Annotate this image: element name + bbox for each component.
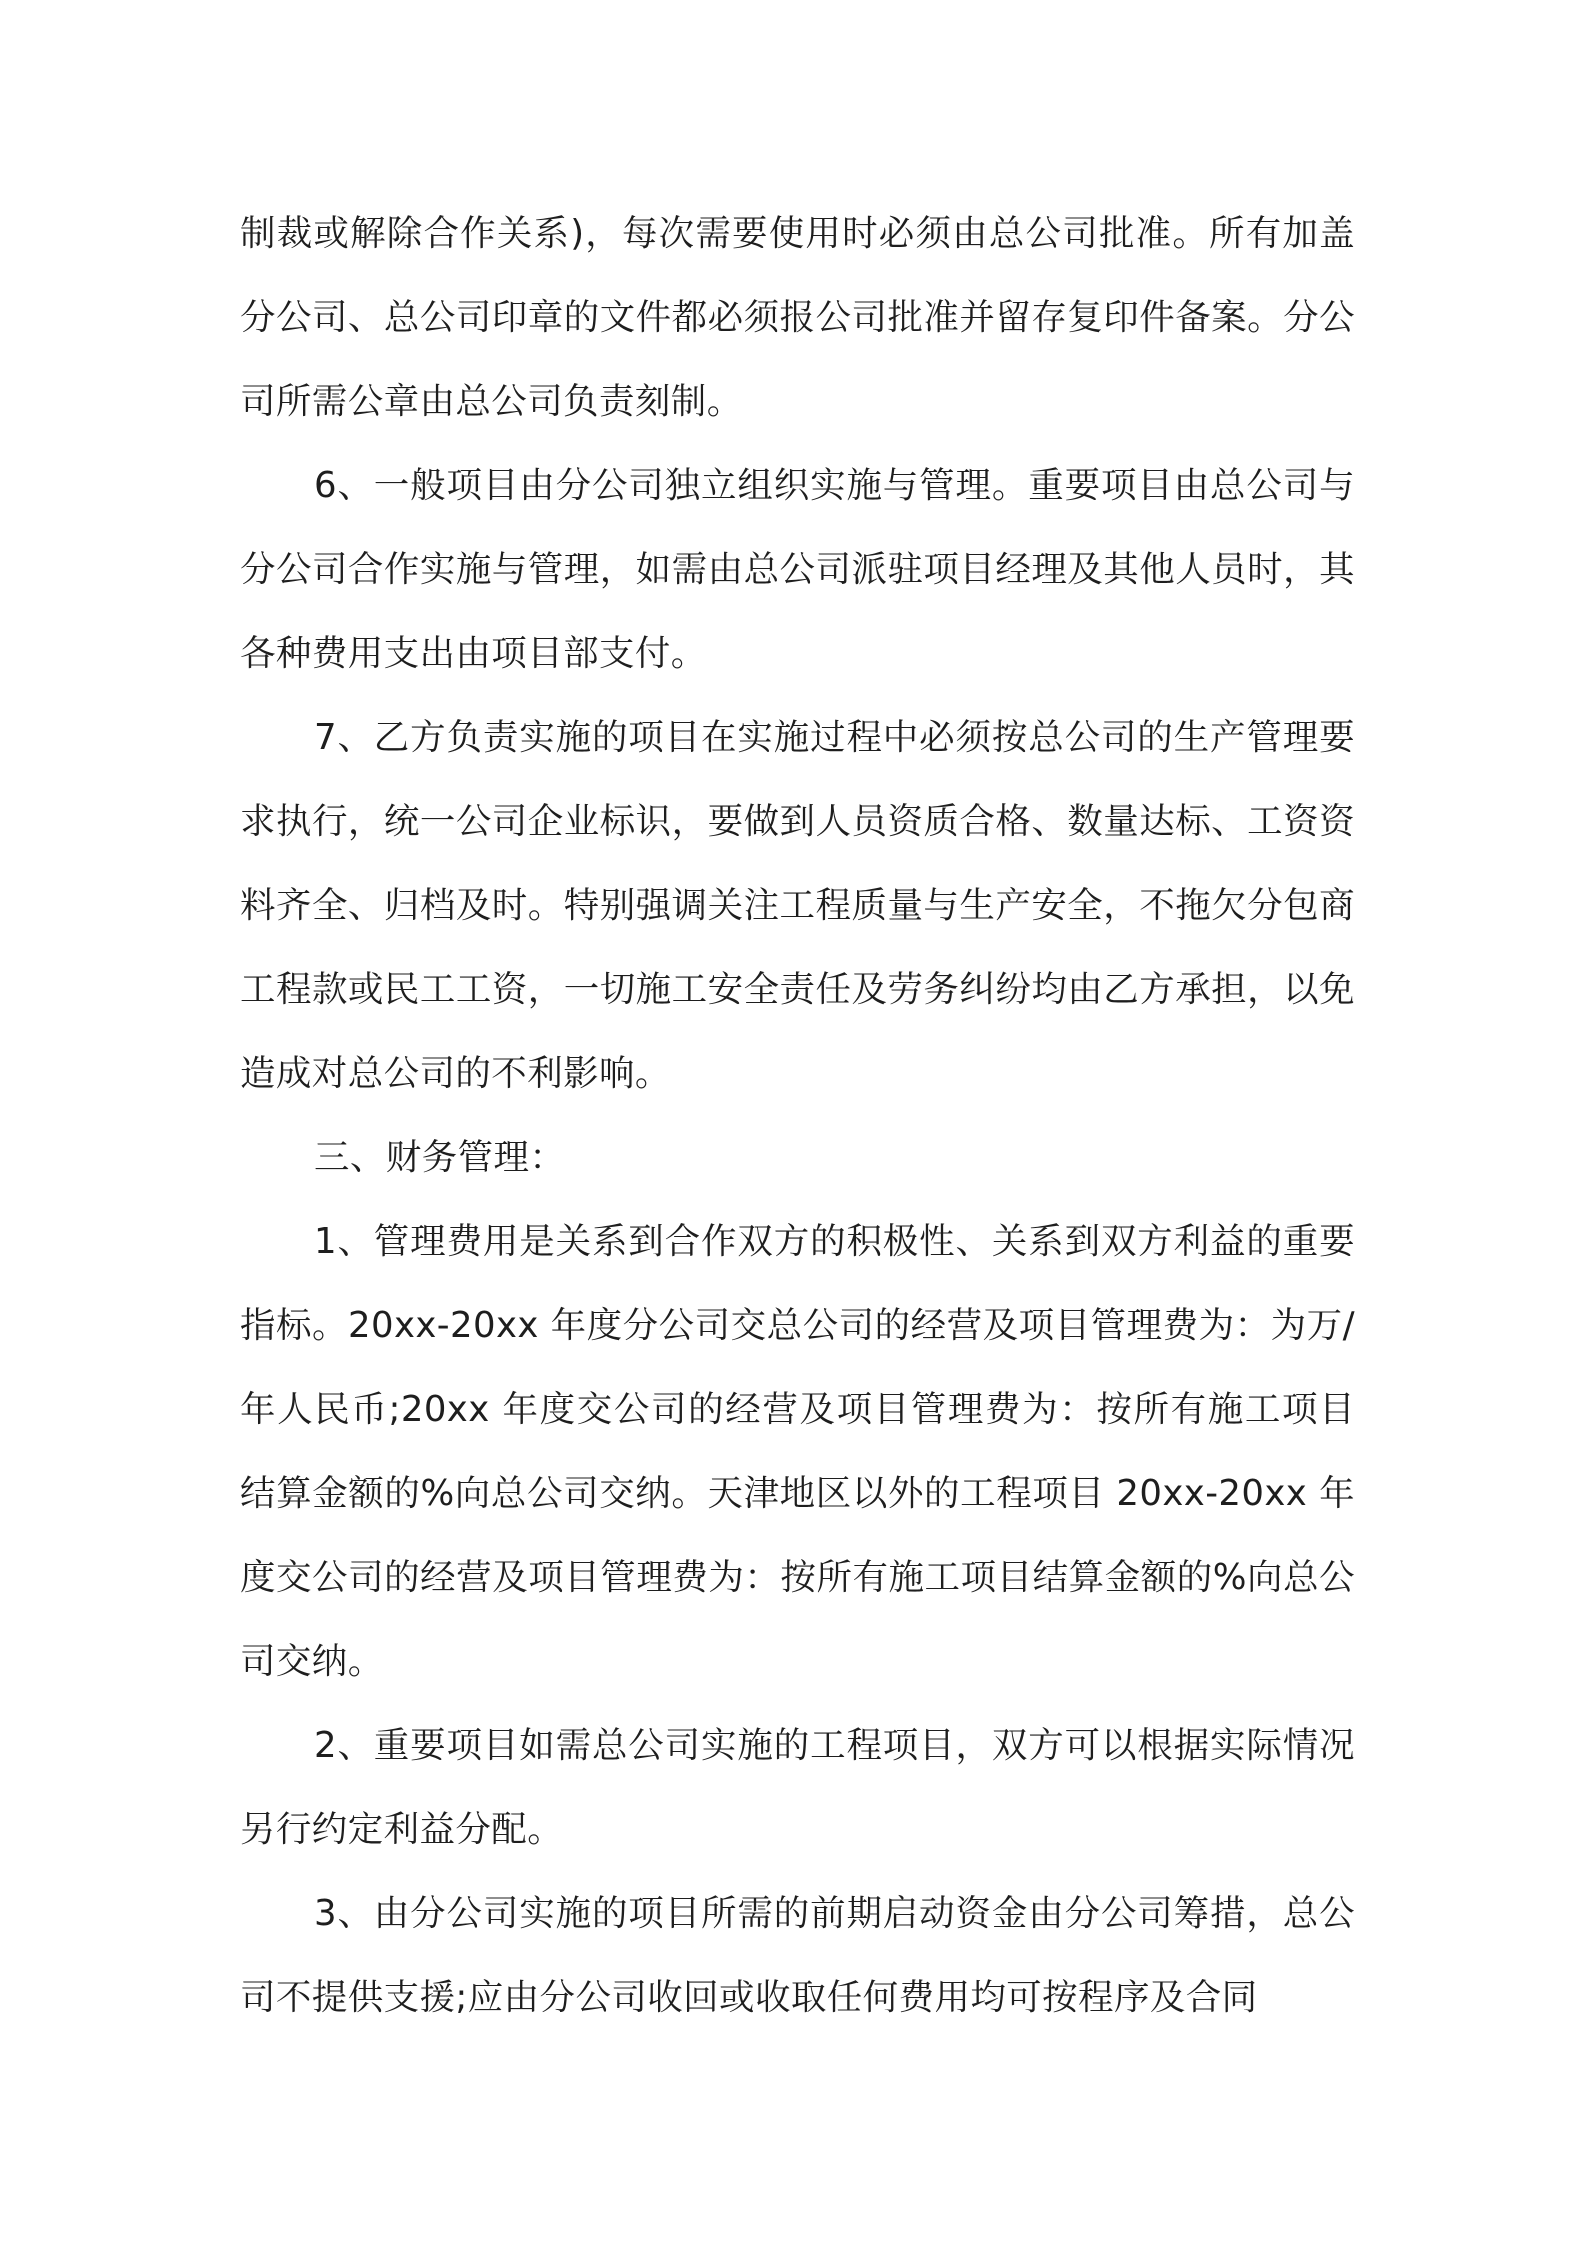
paragraph-finance-item-2: 2、重要项目如需总公司实施的工程项目，双方可以根据实际情况另行约定利益分配。 [240, 1725, 1355, 1850]
paragraph-item-7: 7、乙方负责实施的项目在实施过程中必须按总公司的生产管理要求执行，统一公司企业标识，要做到人员资质合格、数量达标、工资资料齐全、归档及时。特别强调关注工程质量与生产安全，不拖欠分包商工程款或民工工资，一切施工安全责任及劳务纠纷均由乙方承担，以免造成对总公司的不利影响。 [240, 717, 1355, 1094]
section-heading-finance: 三、财务管理： [314, 1137, 566, 1178]
document-body [240, 192, 1355, 2040]
paragraph-item-6: 6、一般项目由分公司独立组织实施与管理。重要项目由总公司与分公司合作实施与管理，如需由总公司派驻项目经理及其他人员时，其各种费用支出由项目部支付。 [240, 465, 1355, 674]
paragraph-finance-item-1: 1、管理费用是关系到合作双方的积极性、关系到双方利益的重要指标。20xx-20xx 年度分公司交总公司的经营及项目管理费为：为万/年人民币;20xx 年度交公司的经营及项目管理费为：按所有施工项目结算金额的%向总公司交纳。天津地区以外的工程项目 20xx-20xx 年度交公司的经营及项目管理费为：按所有施工项目结算金额的%向总公司交纳。 [240, 1221, 1355, 1682]
paragraph-finance-item-3: 3、由分公司实施的项目所需的前期启动资金由分公司筹措，总公司不提供支援;应由分公司收回或收取任何费用均可按程序及合同 [240, 1893, 1355, 2018]
paragraph-seal-approval: 制裁或解除合作关系)，每次需要使用时必须由总公司批准。所有加盖分公司、总公司印章的文件都必须报公司批准并留存复印件备案。分公司所需公章由总公司负责刻制。 [240, 213, 1355, 422]
